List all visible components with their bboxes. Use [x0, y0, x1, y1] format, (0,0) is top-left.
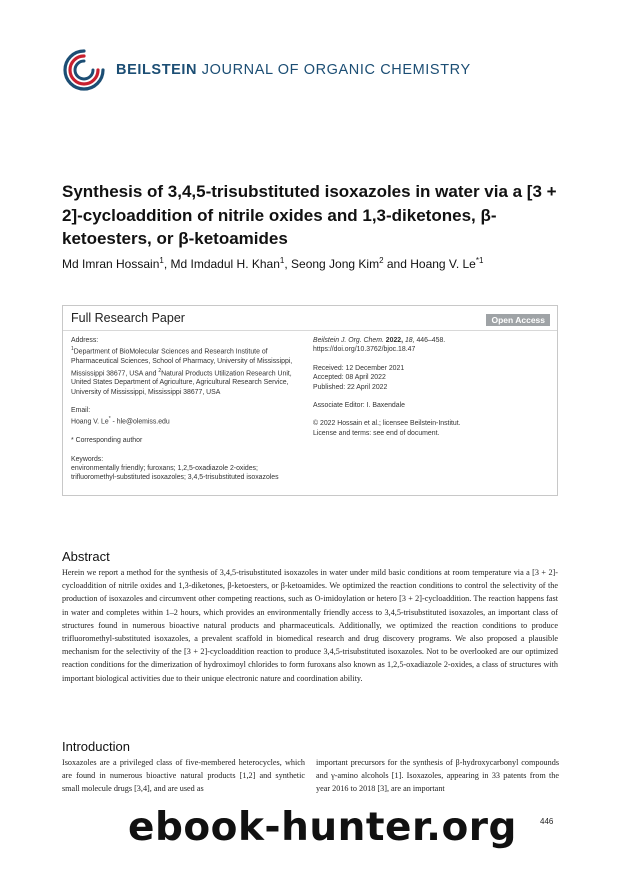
keywords-text: environmentally friendly; furoxans; 1,2,5-oxadiazole 2-oxides; trifluoromethyl-substituted isoxazoles; 3,4,5-trisubstituted isoxazoles — [71, 464, 279, 482]
author-affiliation: 1 — [279, 256, 285, 265]
corresponding-marker: * — [108, 416, 111, 423]
article-type: Full Research Paper — [71, 311, 185, 325]
citation-volume: 18, — [403, 337, 415, 344]
corresponding-note: * Corresponding author — [71, 437, 143, 445]
keywords-label: Keywords: — [71, 455, 104, 463]
author-affiliation: 2 — [379, 256, 384, 265]
info-right-column — [313, 336, 553, 438]
affiliation-marker: 2 — [158, 367, 162, 374]
article-title: Synthesis of 3,4,5-trisubstituted isoxazoles in water via a [3 + 2]-cycloaddition of nitrile oxides and 1,3-diketones, β-ketoesters, or β-ketoamides — [62, 182, 557, 248]
author-separator: , — [284, 257, 292, 271]
info-box-divider — [63, 330, 557, 331]
citation-journal: Beilstein J. Org. Chem. — [313, 337, 384, 344]
article-info-box — [62, 305, 558, 496]
copyright-notice: © 2022 Hossain et al.; licensee Beilstein-Institut. — [313, 420, 461, 428]
address-part-2: Natural Products Utilization Research Unit, United States Department of Agriculture, Agricultural Research Service, University of Mississippi, Mississippi 38677, USA — [71, 369, 292, 396]
email-label: Email: — [71, 407, 91, 415]
author-name: Hoang V. Le — [410, 257, 476, 271]
beilstein-logo-icon — [62, 48, 106, 92]
abstract-heading: Abstract — [62, 549, 110, 564]
email-author: Hoang V. Le — [71, 418, 109, 426]
author-name: Seong Jong Kim — [291, 257, 380, 271]
doi-link[interactable]: https://doi.org/10.3762/bjoc.18.47 — [313, 346, 416, 354]
introduction-heading: Introduction — [62, 739, 130, 754]
citation-year: 2022, — [383, 337, 404, 344]
introduction-right-column: important precursors for the synthesis of β-hydroxycarbonyl compounds and γ-amino alcohols [1]. Isoxazoles, appearing in 33 patents from the year 2016 to 2018 [3], are an important — [316, 758, 559, 794]
journal-name — [116, 62, 471, 78]
author-name: Md Imdadul H. Khan — [170, 257, 280, 271]
accepted-date: Accepted: 08 April 2022 — [313, 374, 386, 382]
affiliation-marker: 1 — [71, 346, 74, 353]
open-access-badge: Open Access — [486, 314, 550, 326]
citation-line — [313, 336, 553, 345]
author-affiliation: *1 — [475, 256, 484, 265]
info-left-column — [71, 336, 299, 483]
received-date: Received: 12 December 2021 — [313, 364, 405, 372]
journal-name-bold: BEILSTEIN — [116, 62, 198, 78]
address-part-1: Department of BioMolecular Sciences and Research Institute of Pharmaceutical Sciences, School of Pharmacy, University of Mississippi, Mississippi 38677, USA and — [71, 348, 293, 377]
introduction-left-column: Isoxazoles are a privileged class of five-membered heterocycles, which are found in numerous bioactive natural products [1,2] and synthetic small molecule drugs [3,4], and are used as — [62, 758, 305, 794]
author-list — [62, 256, 582, 271]
page-number: 446 — [540, 817, 554, 826]
email-line — [71, 415, 299, 427]
journal-name-rest: JOURNAL OF ORGANIC CHEMISTRY — [197, 62, 471, 78]
citation-pages: 446–458. — [414, 337, 446, 344]
journal-header — [62, 48, 471, 92]
associate-editor: Associate Editor: I. Baxendale — [313, 402, 405, 410]
abstract-text: Herein we report a method for the synthesis of 3,4,5-trisubstituted isoxazoles in water under mild basic conditions at room temperature via a [3 + 2]-cycloaddition of nitrile oxides and 1,3-diketones, β-ketoesters, or β-ketoamides. We optimized the reaction conditions to control the selectivity of the production of isoxazoles and circumvent other competing reactions, such as O-imidoylation or hetero [3 + 2]-cycloaddition. The reaction happens fast in water and completes within 1–2 hours, which provides an environmentally friendly access to 3,4,5-trisubstituted isoxazoles, an important class of structures found in numerous bioactive natural products and pharmaceuticals. Additionally, we optimized the reaction conditions to produce trifluoromethyl-substituted isoxazoles, a prevalent scaffold in biomedical research and drug discovery programs. We also proposed a plausible mechanism for the selectivity of the [3 + 2]-cycloaddition reaction to produce 3,4,5-trisubstituted isoxazoles. Not to be overlooked are our optimized reaction conditions for the dimerization of hydroximoyl chlorides to form furoxans also known as 1,2,5-oxadiazole 2-oxides, a class of structures with important biological activities due to their unique electronic nature and coordination ability. — [62, 568, 558, 683]
address-text — [71, 345, 299, 397]
license-notice: License and terms: see end of document. — [313, 429, 440, 437]
author-separator: , — [163, 257, 171, 271]
address-label: Address: — [71, 337, 99, 344]
author-affiliation: 1 — [159, 256, 164, 265]
author-name: Md Imran Hossain — [62, 257, 160, 271]
watermark: ebook-hunter.org — [128, 805, 517, 850]
published-date: Published: 22 April 2022 — [313, 383, 388, 391]
author-separator: and — [383, 257, 411, 271]
email-address-link[interactable]: - hle@olemiss.edu — [110, 418, 170, 426]
